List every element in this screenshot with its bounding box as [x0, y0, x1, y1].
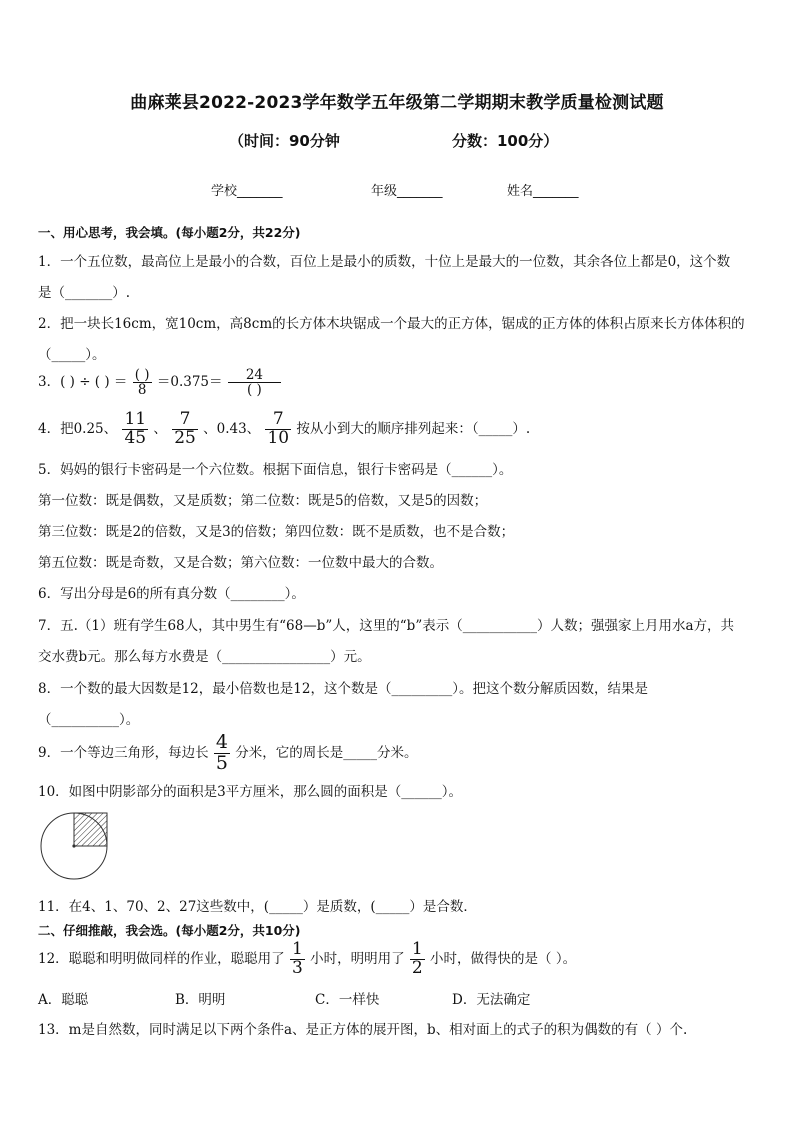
- fraction: $\frac{( )}{8}$: [134, 367, 150, 399]
- fraction: $\frac{7}{10}$: [267, 409, 290, 448]
- fraction: $\frac{4}{5}$: [215, 731, 228, 774]
- exam-time: （时间：90分钟: [229, 132, 340, 150]
- fraction: $\frac{24}{( )}$: [228, 368, 281, 397]
- question-11: 11．在4、1、70、2、27这些数中，(_____）是质数，(_____）是合数．: [38, 899, 477, 915]
- question-6: 6．写出分母是6的所有真分数（________）。: [38, 586, 305, 602]
- question-13: 13．m是自然数，同时满足以下两个条件a、是正方体的展开图，b、相对面上的式子的积为偶数的有（ ）个.: [38, 1022, 688, 1038]
- question-3: 3．( ) ÷ ( ) ＝ $\frac{( )}{8}$ ＝0.375＝ $\frac{24}{( )}$: [38, 368, 282, 397]
- question-10: 10．如图中阴影部分的面积是3平方厘米，那么圆的面积是（______）。: [38, 784, 463, 800]
- school-field: 学校_______: [211, 184, 283, 199]
- fraction: $\frac{7}{25}$: [174, 409, 196, 448]
- section-heading-fill: 一、用心思考，我会填。(每小题2分，共22分): [38, 225, 301, 240]
- option-b: B．明明: [175, 992, 226, 1008]
- option-c: C．一样快: [315, 992, 380, 1008]
- question-12: 12．聪聪和明明做同样的作业，聪聪用了 $\frac{1}{3}$ 小时，明明用了 $\frac{1}{2}$ 小时，做得快的是（ ）。: [38, 939, 577, 978]
- name-field: 姓名_______: [507, 184, 579, 199]
- question-9: 9．一个等边三角形，每边长 $\frac{4}{5}$ 分米，它的周长是_____分米。: [38, 731, 418, 774]
- grade-field: 年级_______: [371, 184, 443, 199]
- fraction: $\frac{1}{3}$: [291, 939, 303, 978]
- exam-score: 分数：100分）: [452, 132, 559, 150]
- circle-figure: [38, 810, 118, 882]
- question-4: 4．把0.25、 $\frac{11}{45}$ 、 $\frac{7}{25}$ 、0.43、 $\frac{7}{10}$ 按从小到大的顺序排列起来：（_____）.: [38, 409, 531, 448]
- option-d: D．无法确定: [452, 992, 531, 1008]
- option-a: A．聪聪: [38, 992, 89, 1008]
- shaded-square: [74, 813, 107, 846]
- page-title: 曲麻莱县2022-2023学年数学五年级第二学期期末教学质量检测试题: [130, 93, 664, 113]
- fraction: $\frac{1}{2}$: [411, 939, 423, 978]
- fraction: $\frac{11}{45}$: [124, 409, 147, 448]
- section-heading-choice: 二、仔细推敲，我会选。(每小题2分，共10分): [38, 923, 301, 938]
